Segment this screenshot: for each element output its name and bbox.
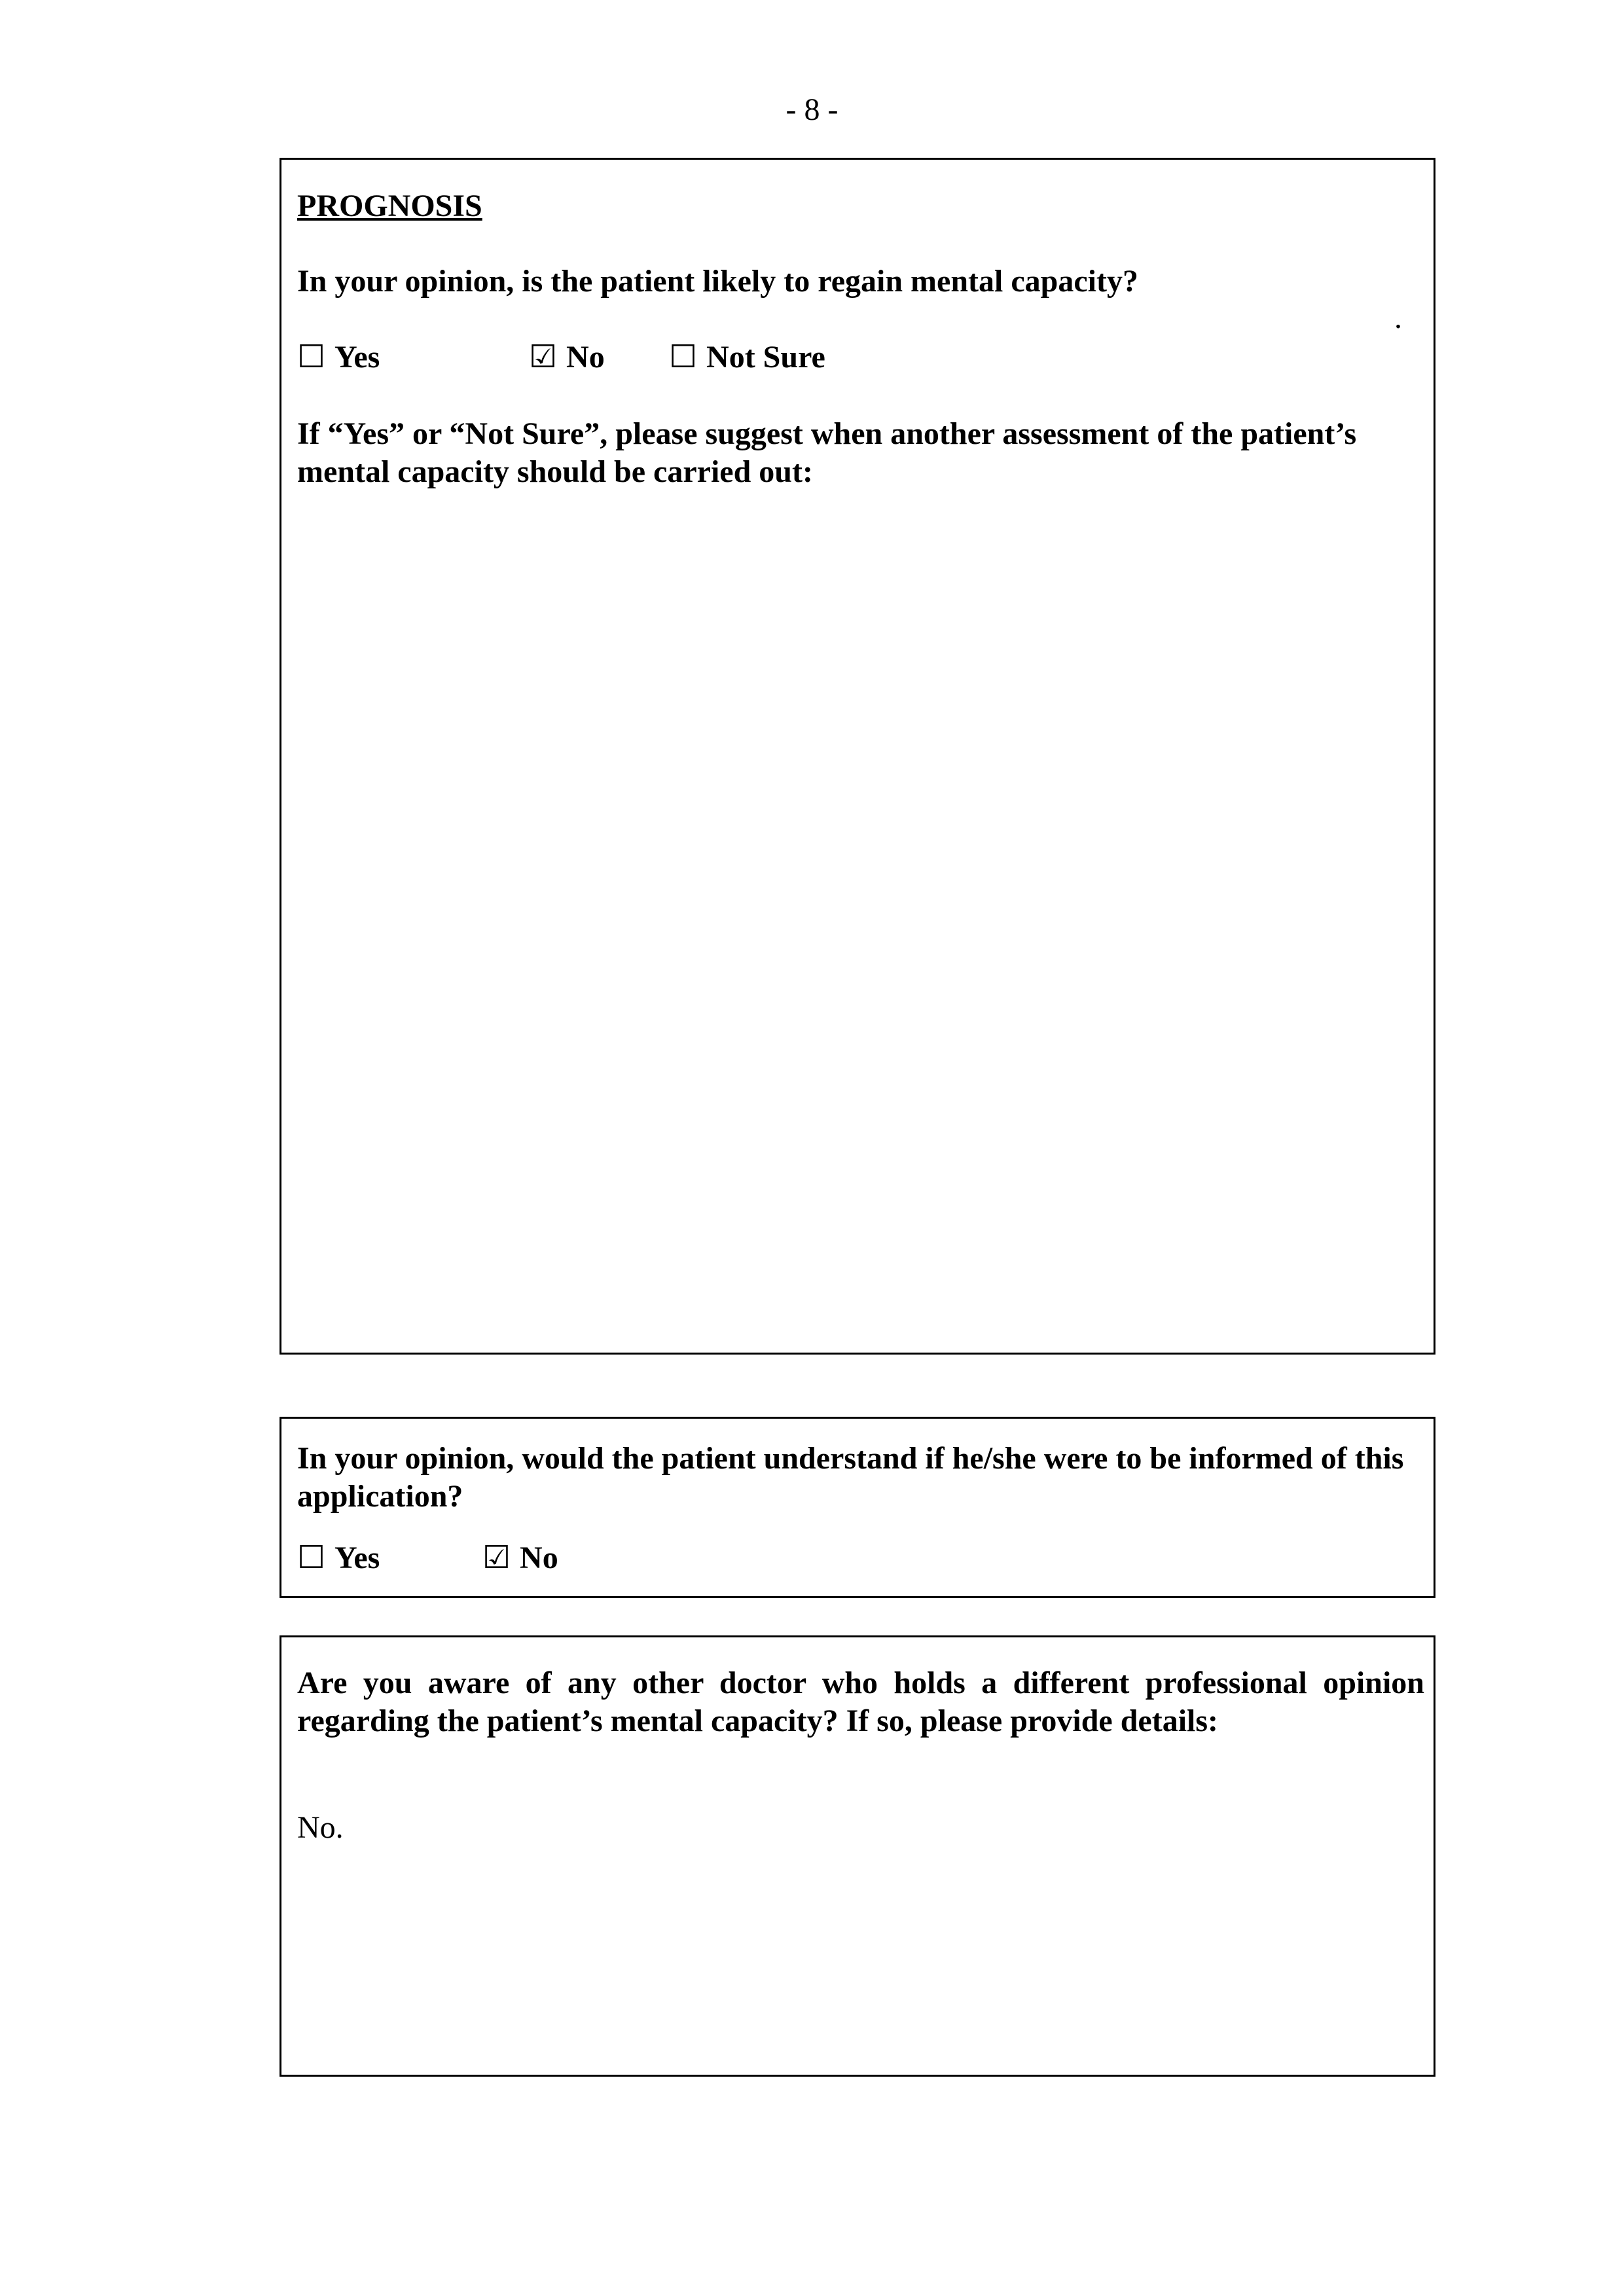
checkbox-unchecked-icon[interactable]: ☐ (669, 340, 698, 374)
follow-up-question: If “Yes” or “Not Sure”, please suggest when another assessment of the patient’s mental capacity should be carried out: (297, 416, 1357, 489)
prognosis-heading: PROGNOSIS (297, 189, 482, 223)
prognosis-section (280, 158, 1435, 1355)
understanding-question: In your opinion, would the patient understand if he/she were to be informed of this application? (297, 1441, 1404, 1514)
option-no-label: No (566, 340, 605, 374)
option-yes[interactable] (297, 338, 380, 376)
option-yes-label: Yes (334, 1540, 380, 1575)
prognosis-question: In your opinion, is the patient likely to regain mental capacity? (297, 264, 1138, 299)
option-not-sure-label: Not Sure (706, 340, 825, 374)
checkbox-unchecked-icon[interactable]: ☐ (297, 340, 326, 374)
option-no[interactable] (529, 338, 605, 376)
option-no-label: No (520, 1540, 558, 1575)
checkbox-checked-icon[interactable]: ☑ (482, 1540, 511, 1575)
other-doctor-question: Are you aware of any other doctor who holds a different professional opinion regarding the patient’s mental capacity? If so, please provide details: (297, 1666, 1424, 1738)
stray-mark: . (1394, 301, 1402, 335)
page-number: - 8 - (785, 92, 839, 127)
checkbox-checked-icon[interactable]: ☑ (529, 340, 558, 374)
option-yes-label: Yes (334, 340, 380, 374)
option-no[interactable] (482, 1539, 558, 1577)
option-not-sure[interactable] (669, 338, 825, 376)
option-yes[interactable] (297, 1539, 380, 1577)
checkbox-unchecked-icon[interactable]: ☐ (297, 1540, 326, 1575)
understanding-section (280, 1417, 1435, 1598)
follow-up-answer-area[interactable] (297, 500, 1418, 1337)
other-doctor-answer[interactable]: No. (297, 1810, 344, 1845)
other-doctor-section (280, 1635, 1435, 2077)
